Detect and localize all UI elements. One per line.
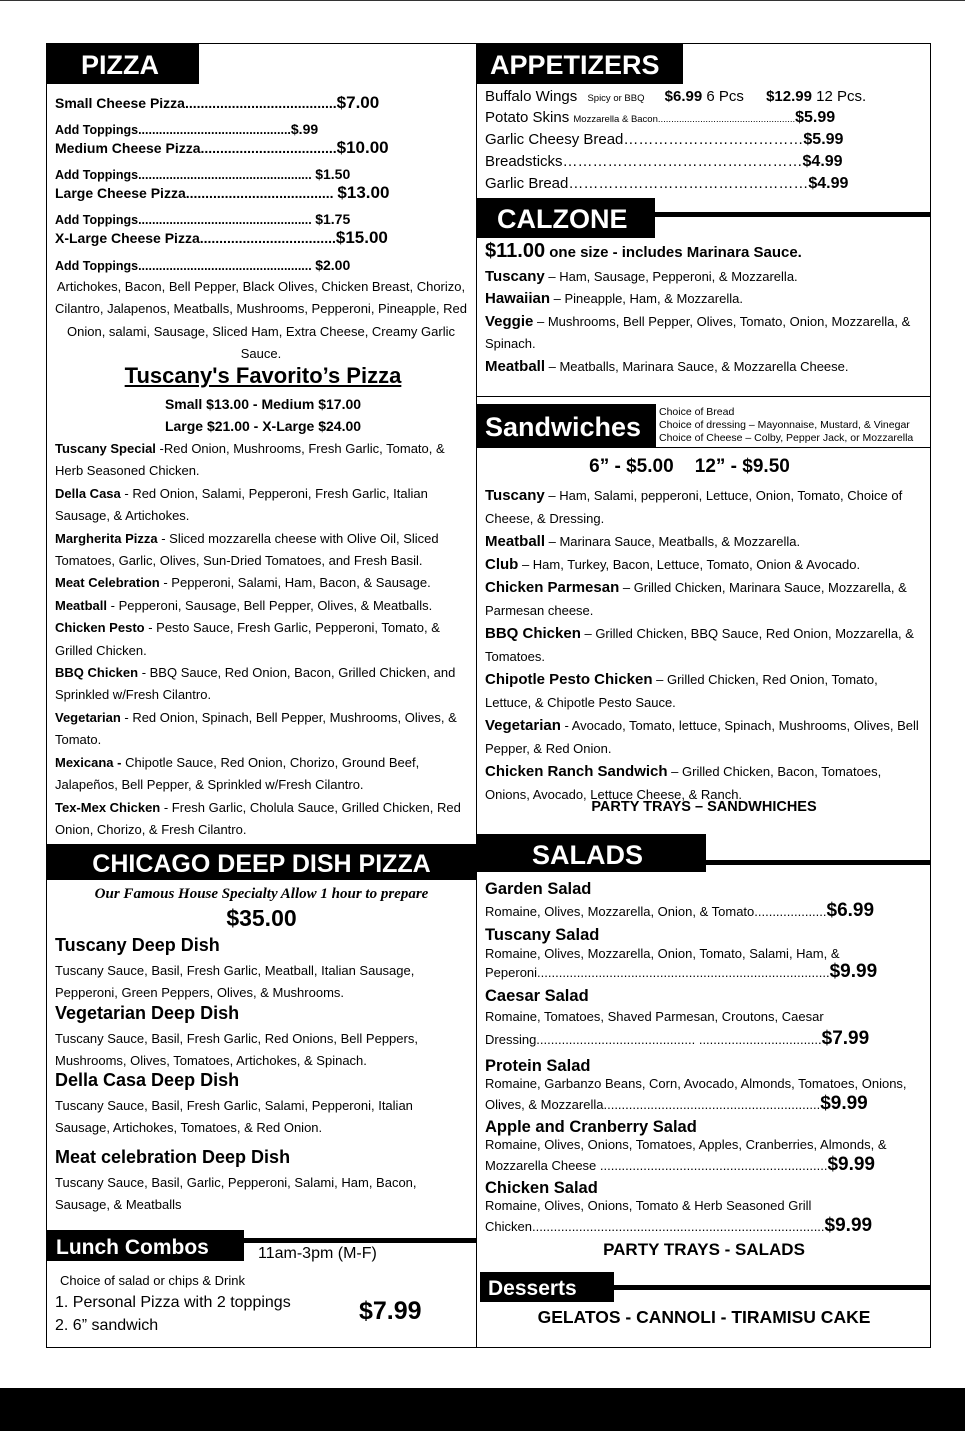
- appetizer-name: Breadsticks…………………………………………: [485, 153, 803, 170]
- salad-desc-line: [485, 900, 874, 922]
- deep-dish-item-name: Della Casa Deep Dish: [55, 1070, 240, 1090]
- specialty-item: [55, 595, 470, 617]
- appetizer-qty: 12 Pcs.: [811, 88, 867, 105]
- specialty-desc: - Sliced mozzarella cheese with Olive Oil, Sliced Tomatoes, Garlic, Olives, Sun-Dried Tomatoes, and Fresh Basil.: [55, 530, 439, 569]
- sandwich-name: Chicken Parmesan: [485, 579, 620, 596]
- sandwich-name: BBQ Chicken: [485, 625, 581, 642]
- favorites-prices-line2: Large $21.00 - X-Large $24.00: [164, 418, 362, 434]
- salad-price: $6.99: [826, 900, 875, 921]
- calzone-price-note: one size - includes Marinara Sauce.: [545, 244, 802, 261]
- top-border: [0, 0, 965, 1]
- specialty-item: [55, 662, 470, 707]
- appetizer-row: [485, 175, 848, 193]
- specialty-desc: - Fresh Garlic, Cholula Sauce, Grilled Chicken, Red Onion, Chorizo, & Fresh Cilantro.: [55, 799, 461, 837]
- salad-desc: Dressing............................................ ..................................: [485, 1032, 822, 1047]
- calzone-price: $11.00: [485, 240, 546, 262]
- calzone-desc: – Pineapple, Ham, & Mozzarella.: [550, 291, 743, 307]
- size-row-small: [55, 93, 379, 113]
- topping-price: $.99: [290, 121, 319, 137]
- sandwich-choice-dressing: Choice of dressing – Mayonnaise, Mustard, & Vinegar: [659, 419, 910, 431]
- calzone-desc: – Meatballs, Marinara Sauce, & Mozzarella Cheese.: [545, 358, 849, 374]
- sandwich-choice-bread: Choice of Bread: [659, 406, 735, 418]
- specialty-desc: - Pepperoni, Sausage, Bell Pepper, Olives, & Meatballs.: [107, 597, 433, 613]
- salad-desc: Romaine, Garbanzo Beans, Corn, Avocado, Almonds, Tomatoes, Onions,: [485, 1076, 907, 1091]
- sandwich-name: Vegetarian: [485, 717, 561, 734]
- calzone-name: Hawaiian: [485, 290, 551, 308]
- salad-price: $9.99: [829, 961, 878, 982]
- specialty-name: Chicken Pesto: [55, 620, 145, 636]
- sandwich-desc: – Ham, Turkey, Bacon, Lettuce, Tomato, Onion & Avocado.: [518, 557, 861, 572]
- deep-dish-item-desc: Tuscany Sauce, Basil, Garlic, Pepperoni, Salami, Ham, Bacon, Sausage, & Meatballs: [55, 1175, 417, 1213]
- calzone-header-rule: [655, 212, 931, 217]
- favorites-prices-line1: Small $13.00 - Medium $17.00: [164, 396, 362, 412]
- specialty-desc: - BBQ Sauce, Red Onion, Bacon, Grilled Chicken, and Sprinkled w/Fresh Cilantro.: [55, 665, 456, 703]
- appetizer-price: $5.99: [803, 131, 844, 148]
- topping-label: Add Toppings..................................................: [55, 168, 312, 182]
- topping-price: $1.75: [315, 211, 351, 227]
- sandwich-desc: – Grilled Chicken, BBQ Sauce, Red Onion, Mozzarella, & Tomatoes.: [485, 626, 914, 664]
- sandwich-item: [485, 622, 927, 668]
- deep-dish-header: CHICAGO DEEP DISH PIZZA: [47, 844, 476, 880]
- specialty-name: Margherita Pizza: [55, 530, 158, 546]
- specialty-name: Meat Celebration: [55, 575, 160, 591]
- topping-price: $2.00: [315, 257, 351, 273]
- salad-name: Protein Salad: [485, 1057, 591, 1075]
- specialty-name: Mexicana -: [55, 754, 122, 770]
- salad-name: Caesar Salad: [485, 987, 589, 1005]
- specialty-desc: Chipotle Sauce, Red Onion, Chorizo, Ground Beef, Jalapeños, Bell Pepper, & Sprinkled w/Fresh Cilantro.: [55, 754, 420, 793]
- specialty-desc: - Pesto Sauce, Fresh Garlic, Pepperoni, Tomato, & Grilled Chicken.: [55, 620, 440, 658]
- appetizer-name: Garlic Cheesy Bread………………………………: [485, 131, 804, 148]
- appetizer-row: [485, 131, 843, 149]
- salad-price: $9.99: [827, 1154, 875, 1175]
- sandwich-item: [485, 668, 927, 714]
- specialty-item: [55, 797, 470, 842]
- topping-row-xlarge: [55, 257, 350, 273]
- salad-desc: Mozzarella Cheese ...............................................................: [485, 1158, 828, 1173]
- salad-desc: Romaine, Tomatoes, Shaved Parmesan, Croutons, Caesar: [485, 1009, 824, 1024]
- sandwich-name: Meatball: [485, 533, 546, 550]
- specialty-name: Tex-Mex Chicken: [55, 799, 161, 815]
- size-name: Medium Cheese Pizza...................................: [55, 140, 337, 156]
- salad-name: Tuscany Salad: [485, 926, 600, 944]
- specialty-name: Vegetarian: [55, 709, 121, 725]
- deep-dish-item-desc: Tuscany Sauce, Basil, Fresh Garlic, Red Onions, Bell Peppers, Mushrooms, Olives, Tomatoes, Artichokes, & Spinach.: [55, 1031, 418, 1069]
- calzone-item: [485, 311, 927, 356]
- calzone-name: Veggie: [485, 312, 534, 330]
- size-name: Large Cheese Pizza......................................: [55, 185, 334, 201]
- sandwich-desc: – Ham, Salami, pepperoni, Lettuce, Onion, Tomato, Choice of Cheese, & Dressing.: [485, 488, 903, 526]
- salads-header: SALADS: [477, 834, 706, 872]
- salad-price: $9.99: [820, 1093, 868, 1114]
- salad-desc-line: [485, 1215, 872, 1237]
- specialty-item: [55, 752, 470, 797]
- deep-dish-tagline: Our Famous House Specialty Allow 1 hour to prepare: [94, 886, 429, 902]
- topping-row-medium: [55, 166, 350, 182]
- appetizer-price: $4.99: [802, 153, 843, 170]
- specialty-desc: - Red Onion, Salami, Pepperoni, Fresh Garlic, Italian Sausage, & Artichokes.: [55, 485, 428, 524]
- pizza-header: PIZZA: [47, 44, 199, 84]
- deep-dish-item-name: Meat celebration Deep Dish: [55, 1147, 291, 1167]
- salad-name: Chicken Salad: [485, 1179, 598, 1197]
- sandwich-item: [485, 484, 927, 530]
- calzone-item: [485, 288, 927, 310]
- calzone-header: CALZONE: [477, 198, 655, 238]
- sandwich-name: Tuscany: [485, 487, 545, 504]
- salad-desc: Chicken.................................................................................: [485, 1219, 825, 1234]
- salads-header-rule: [706, 860, 931, 865]
- favorites-title: Tuscany's Favorito’s Pizza: [124, 363, 402, 388]
- salad-name: Garden Salad: [485, 880, 592, 898]
- size-price: $10.00: [336, 138, 389, 157]
- specialty-item: [55, 707, 470, 752]
- salad-desc-line: [485, 961, 877, 983]
- topping-label: Add Toppings..................................................: [55, 213, 312, 227]
- desserts-header: Desserts: [480, 1272, 614, 1302]
- appetizer-row: [485, 153, 843, 171]
- specialty-desc: - Red Onion, Spinach, Bell Pepper, Mushrooms, Olives, & Tomato.: [55, 709, 457, 748]
- specialty-name: Meatball: [55, 597, 108, 613]
- salad-price: $7.99: [821, 1028, 870, 1049]
- specialty-desc: - Pepperoni, Salami, Ham, Bacon, & Sausage.: [159, 575, 431, 591]
- size-price: $7.00: [336, 93, 380, 112]
- topping-label: Add Toppings..................................................: [55, 259, 312, 273]
- calzone-list: [485, 266, 927, 378]
- calzone-item: [485, 266, 927, 288]
- toppings-list: Artichokes, Bacon, Bell Pepper, Black Olives, Chicken Breast, Chorizo, Cilantro, Jalapenos, Meatballs, Mushrooms, Pepperoni, Pineapple, Red Onion, salami, Sausage, Sliced Ham, Extra Cheese, Creamy Garlic Sauce.: [55, 279, 467, 362]
- deep-dish-price: $35.00: [226, 905, 297, 931]
- specialty-item: [55, 528, 470, 573]
- topping-row-large: [55, 211, 350, 227]
- sandwich-desc: – Grilled Chicken, Red Onion, Tomato, Lettuce, & Chipotle Pesto Sauce.: [485, 672, 878, 710]
- lunch-option-1: 1. Personal Pizza with 2 toppings: [55, 1294, 291, 1311]
- appetizers-header: APPETIZERS: [477, 44, 683, 84]
- salad-desc: Romaine, Olives, Mozzarella, Onion, & Tomato....................: [485, 904, 827, 919]
- specialty-name: Della Casa: [55, 485, 121, 501]
- sandwich-item: [485, 553, 927, 576]
- sandwiches-header: Sandwiches: [477, 404, 656, 448]
- topping-label: Add Toppings............................................: [55, 123, 291, 137]
- deep-dish-item-name: Vegetarian Deep Dish: [55, 1003, 240, 1023]
- calzone-price-line: [485, 240, 802, 263]
- size-price: $15.00: [335, 228, 388, 247]
- lunch-header: Lunch Combos: [47, 1230, 244, 1261]
- deep-dish-item-desc: Tuscany Sauce, Basil, Fresh Garlic, Meatball, Italian Sausage, Pepperoni, Green Peppers, Olives, & Mushrooms.: [55, 963, 415, 1001]
- appetizer-price: $4.99: [808, 175, 849, 192]
- size-row-large: [55, 183, 389, 203]
- lunch-option-2: 2. 6” sandwich: [55, 1317, 159, 1334]
- lunch-price: $7.99: [359, 1297, 422, 1325]
- appetizer-name: Buffalo Wings: [485, 88, 578, 105]
- specialty-desc: -Red Onion, Mushrooms, Fresh Garlic, Tomato, & Herb Seasoned Chicken.: [55, 441, 445, 479]
- calzone-item: [485, 356, 927, 378]
- sandwich-party-trays: PARTY TRAYS – SANDWHICHES: [591, 799, 817, 815]
- sandwich-prices: 6” - $5.00 12” - $9.50: [589, 456, 790, 477]
- size-row-xlarge: [55, 228, 388, 248]
- sandwich-choice-cheese: Choice of Cheese – Colby, Pepper Jack, or Mozzarella: [659, 432, 914, 444]
- specialty-item: [55, 572, 470, 594]
- calzone-name: Meatball: [485, 357, 546, 375]
- salad-desc: Romaine, Olives, Onions, Tomatoes, Apples, Cranberries, Almonds, &: [485, 1137, 887, 1152]
- topping-row-small: [55, 121, 318, 137]
- appetizer-note: Spicy or BBQ: [587, 93, 645, 104]
- appetizer-qty: 6 Pcs: [702, 88, 744, 105]
- size-row-medium: [55, 138, 389, 158]
- lunch-header-rule: [244, 1238, 476, 1243]
- dessert-items: GELATOS - CANNOLI - TIRAMISU CAKE: [537, 1307, 871, 1327]
- topping-price: $1.50: [315, 166, 351, 182]
- specialty-name: BBQ Chicken: [55, 665, 139, 681]
- salad-desc: Romaine, Olives, Onions, Tomato & Herb Seasoned Grill: [485, 1198, 812, 1213]
- appetizer-price: $5.99: [795, 109, 836, 126]
- specialty-item: [55, 438, 470, 483]
- salad-desc-line: [485, 1093, 868, 1115]
- specialty-name: Tuscany Special: [55, 441, 156, 456]
- sandwich-desc: – Grilled Chicken, Marinara Sauce, Mozzarella, & Parmesan cheese.: [485, 580, 907, 618]
- calzone-desc: – Ham, Sausage, Pepperoni, & Mozzarella.: [544, 269, 798, 284]
- appetizer-row: [485, 109, 835, 127]
- calzone-desc: – Mushrooms, Bell Pepper, Olives, Tomato, Onion, Mozzarella, & Spinach.: [485, 313, 911, 352]
- calzone-bottom-rule: [477, 396, 931, 397]
- size-name: X-Large Cheese Pizza...................................: [55, 230, 336, 246]
- appetizer-note: Mozzarella & Bacon....................................................: [573, 114, 796, 125]
- size-price: $13.00: [337, 183, 390, 202]
- sandwiches-header-rule: [656, 447, 931, 448]
- appetizer-name: Garlic Bread…………………………………………: [485, 175, 809, 192]
- appetizer-name: Potato Skins: [485, 109, 570, 126]
- salad-price: $9.99: [824, 1215, 873, 1236]
- sandwich-item: [485, 714, 927, 760]
- salad-desc: Peperoni.................................................................................: [485, 965, 830, 980]
- sandwich-desc: – Grilled Chicken, Bacon, Tomatoes, Onions, Avocado, Lettuce Cheese, & Ranch.: [485, 764, 882, 802]
- salad-desc-line: [485, 1028, 869, 1050]
- salad-desc: Romaine, Olives, Mozzarella, Onion, Tomato, Salami, Ham, &: [485, 946, 840, 961]
- sandwich-name: Club: [485, 556, 519, 573]
- desserts-header-rule: [614, 1285, 931, 1290]
- salad-desc: Olives, & Mozzarella............................................................: [485, 1097, 821, 1112]
- calzone-name: Tuscany: [485, 268, 545, 285]
- sandwich-item: [485, 576, 927, 622]
- bottom-bar: [0, 1388, 965, 1431]
- salad-name: Apple and Cranberry Salad: [485, 1118, 697, 1136]
- deep-dish-item-desc: Tuscany Sauce, Basil, Fresh Garlic, Salami, Pepperoni, Italian Sausage, Artichokes, Tomatoes, & Red Onion.: [55, 1098, 413, 1136]
- specialty-item: [55, 617, 470, 662]
- sandwich-list: [485, 484, 927, 806]
- specialty-list: [55, 438, 470, 841]
- sandwich-name: Chicken Ranch Sandwich: [485, 763, 668, 780]
- sandwich-desc: - Avocado, Tomato, lettuce, Spinach, Mushrooms, Olives, Bell Pepper, & Red Onion.: [485, 718, 919, 756]
- lunch-note: Choice of salad or chips & Drink: [60, 1273, 245, 1288]
- specialty-item: [55, 483, 470, 528]
- sandwich-desc: – Marinara Sauce, Meatballs, & Mozzarella.: [545, 534, 801, 549]
- salad-desc-line: [485, 1154, 875, 1176]
- deep-dish-item-name: Tuscany Deep Dish: [55, 935, 220, 955]
- sandwich-name: Chipotle Pesto Chicken: [485, 671, 653, 688]
- size-name: Small Cheese Pizza.......................................: [55, 95, 337, 111]
- column-divider: [476, 43, 477, 1348]
- salad-party-trays: PARTY TRAYS - SALADS: [603, 1240, 805, 1259]
- appetizer-price: $6.99: [664, 88, 703, 105]
- appetizer-price: $12.99: [766, 88, 812, 105]
- lunch-hours: 11am-3pm (M-F): [258, 1245, 377, 1262]
- appetizer-row-wings: [485, 88, 866, 105]
- sandwich-item: [485, 530, 927, 553]
